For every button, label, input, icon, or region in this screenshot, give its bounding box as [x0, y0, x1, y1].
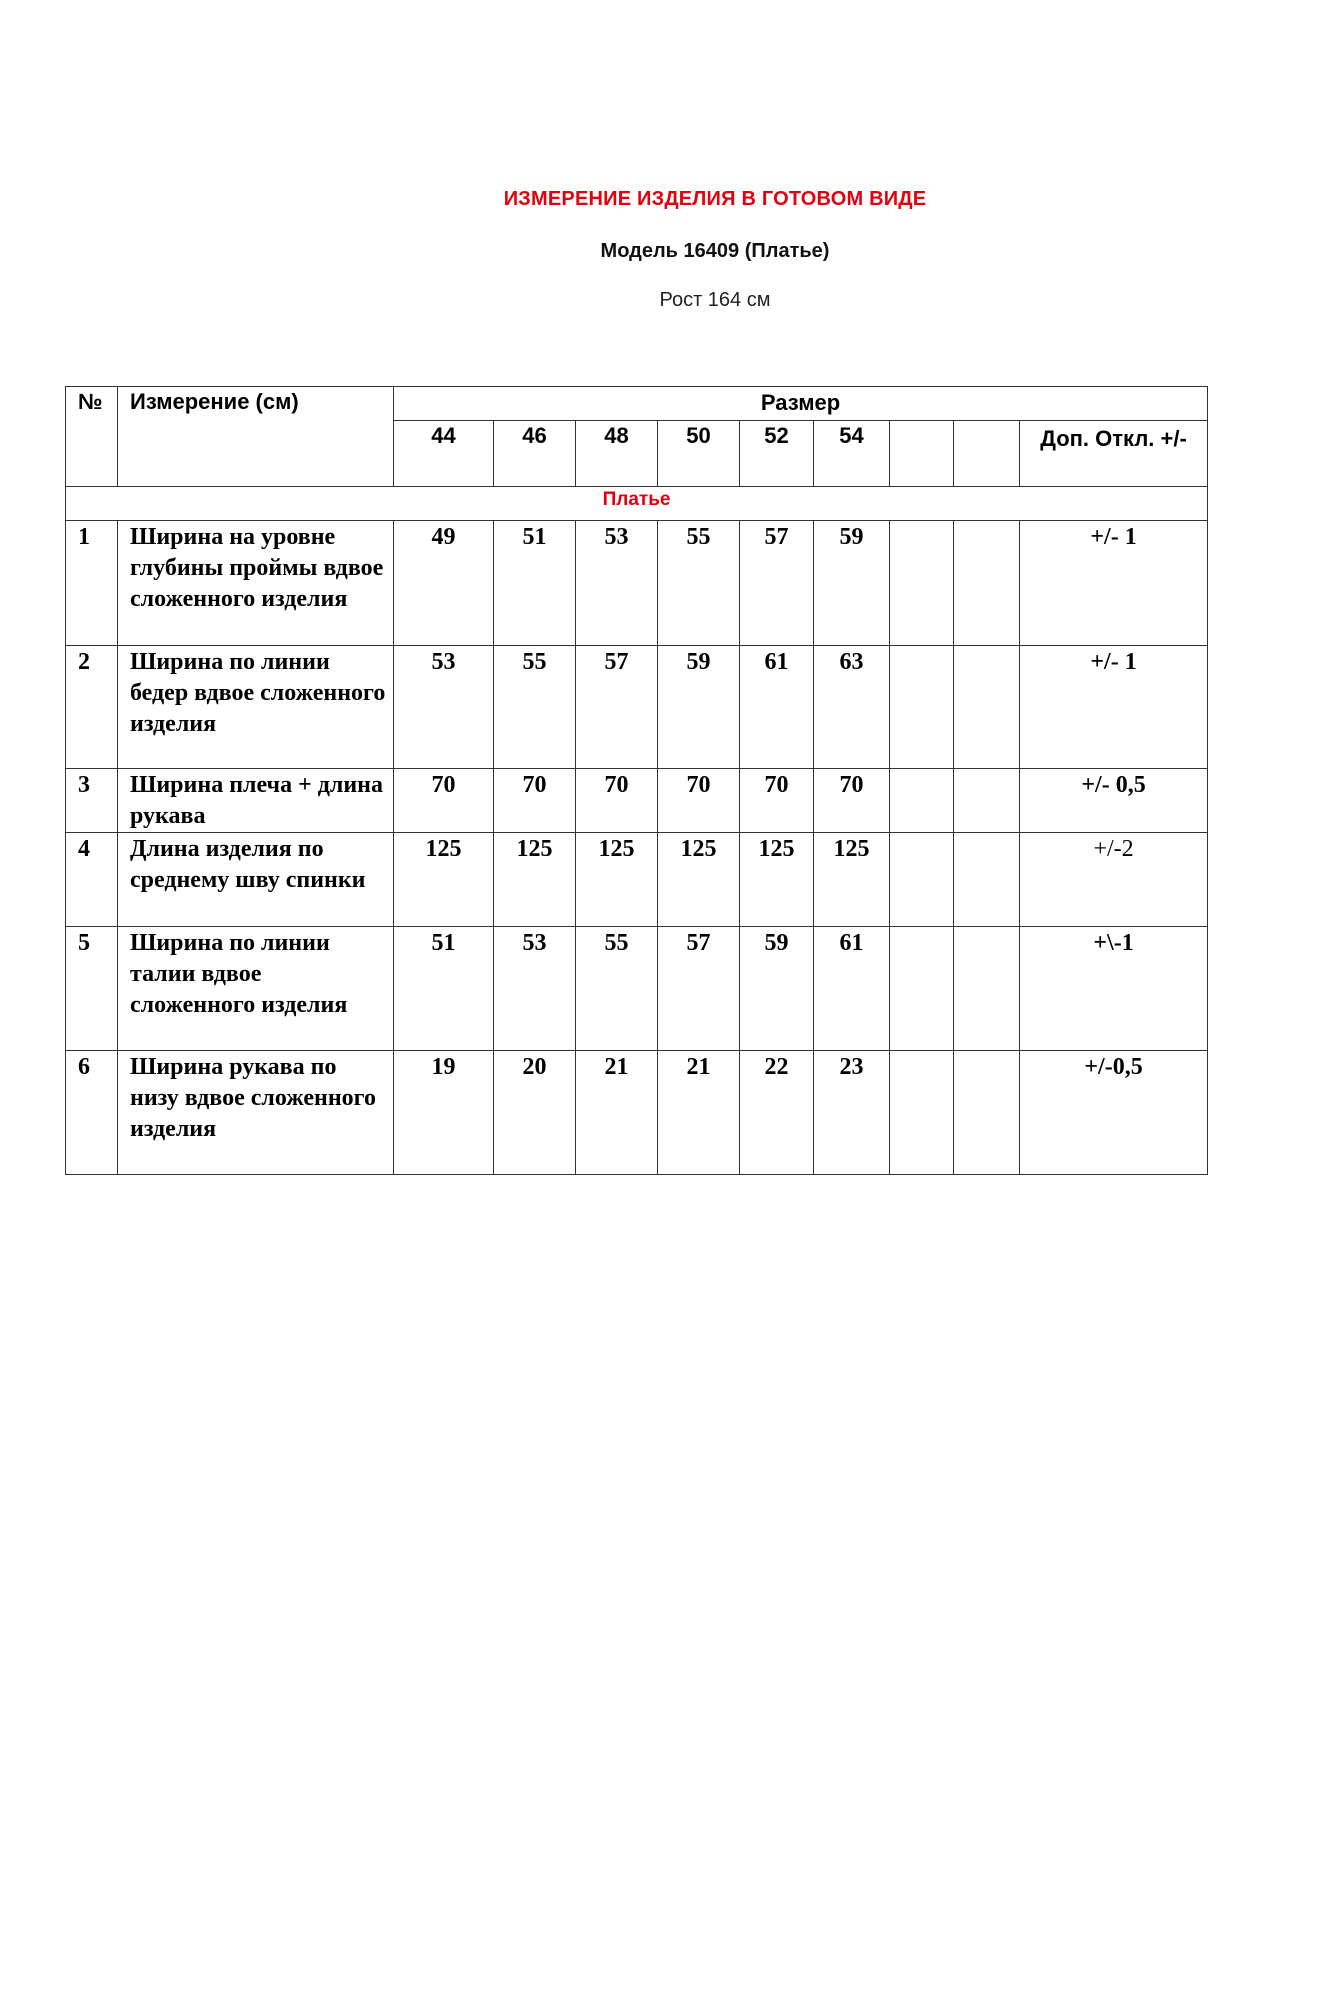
header-number: №: [66, 387, 118, 487]
row-number: 2: [66, 646, 118, 769]
row-value: 70: [814, 769, 890, 833]
row-value: [890, 521, 954, 646]
size-cell: 50: [658, 421, 740, 487]
size-cell: 46: [494, 421, 576, 487]
row-value: [954, 769, 1020, 833]
row-value: 63: [814, 646, 890, 769]
row-measurement: Ширина по линии бедер вдвое сложенного изделия: [118, 646, 394, 769]
row-measurement: Ширина плеча + длина рукава: [118, 769, 394, 833]
row-value: 125: [658, 833, 740, 927]
row-measurement: Ширина рукава по низу вдвое сложенного изделия: [118, 1051, 394, 1175]
row-value: 49: [394, 521, 494, 646]
tolerance-header: Доп. Откл. +/-: [1020, 421, 1208, 487]
row-value: 125: [576, 833, 658, 927]
row-value: 59: [814, 521, 890, 646]
row-value: [954, 1051, 1020, 1175]
row-value: 70: [494, 769, 576, 833]
row-value: 55: [576, 927, 658, 1051]
row-value: [890, 1051, 954, 1175]
table-row: [66, 1051, 1208, 1175]
table-row: [66, 927, 1208, 1051]
row-value: 55: [494, 646, 576, 769]
row-number: 4: [66, 833, 118, 927]
row-tolerance: +/- 1: [1020, 521, 1208, 646]
model-name: Модель 16409 (Платье): [600, 240, 830, 262]
row-value: 53: [576, 521, 658, 646]
document-title: ИЗМЕРЕНИЕ ИЗДЕЛИЯ В ГОТОВОМ ВИДЕ: [503, 188, 927, 210]
table-row: [66, 833, 1208, 927]
row-value: 55: [658, 521, 740, 646]
row-value: 57: [658, 927, 740, 1051]
row-measurement: Ширина на уровне глубины проймы вдвое сложенного изделия: [118, 521, 394, 646]
header-size: Размер: [394, 387, 1208, 421]
row-value: 70: [658, 769, 740, 833]
row-value: 125: [740, 833, 814, 927]
row-value: 57: [740, 521, 814, 646]
row-value: 70: [394, 769, 494, 833]
row-tolerance: +\-1: [1020, 927, 1208, 1051]
row-value: 21: [658, 1051, 740, 1175]
table-row: [66, 769, 1208, 833]
row-value: [954, 927, 1020, 1051]
row-tolerance: +/-2: [1020, 833, 1208, 927]
row-value: 51: [394, 927, 494, 1051]
row-value: 70: [576, 769, 658, 833]
table-row: [66, 521, 1208, 646]
size-cell: 54: [814, 421, 890, 487]
row-value: 59: [658, 646, 740, 769]
row-value: 23: [814, 1051, 890, 1175]
row-value: [954, 646, 1020, 769]
table-row: [66, 646, 1208, 769]
row-measurement: Ширина по линии талии вдвое сложенного изделия: [118, 927, 394, 1051]
row-value: 22: [740, 1051, 814, 1175]
row-value: 53: [394, 646, 494, 769]
row-value: 57: [576, 646, 658, 769]
row-tolerance: +/- 0,5: [1020, 769, 1208, 833]
row-value: 59: [740, 927, 814, 1051]
row-value: 19: [394, 1051, 494, 1175]
size-cell: [890, 421, 954, 487]
row-number: 1: [66, 521, 118, 646]
header-measurement: Измерение (см): [118, 387, 394, 487]
size-cell: 52: [740, 421, 814, 487]
row-value: 70: [740, 769, 814, 833]
row-number: 5: [66, 927, 118, 1051]
row-value: 61: [814, 927, 890, 1051]
row-number: 3: [66, 769, 118, 833]
section-row: [66, 487, 1208, 521]
height-label: Рост 164 см: [659, 289, 771, 311]
row-value: 21: [576, 1051, 658, 1175]
row-value: [890, 769, 954, 833]
header-row-1: [66, 387, 1208, 421]
size-cell: 44: [394, 421, 494, 487]
row-value: [890, 833, 954, 927]
row-value: 125: [814, 833, 890, 927]
row-measurement: Длина изделия по среднему шву спинки: [118, 833, 394, 927]
size-cell: [954, 421, 1020, 487]
row-value: [890, 646, 954, 769]
row-tolerance: +/- 1: [1020, 646, 1208, 769]
row-number: 6: [66, 1051, 118, 1175]
row-tolerance: +/-0,5: [1020, 1051, 1208, 1175]
row-value: 51: [494, 521, 576, 646]
row-value: [954, 521, 1020, 646]
row-value: [954, 833, 1020, 927]
row-value: 125: [494, 833, 576, 927]
row-value: 53: [494, 927, 576, 1051]
section-label: Платье: [66, 487, 1208, 521]
measurement-table: [65, 386, 1208, 1175]
size-cell: 48: [576, 421, 658, 487]
row-value: 20: [494, 1051, 576, 1175]
row-value: 61: [740, 646, 814, 769]
row-value: [890, 927, 954, 1051]
row-value: 125: [394, 833, 494, 927]
